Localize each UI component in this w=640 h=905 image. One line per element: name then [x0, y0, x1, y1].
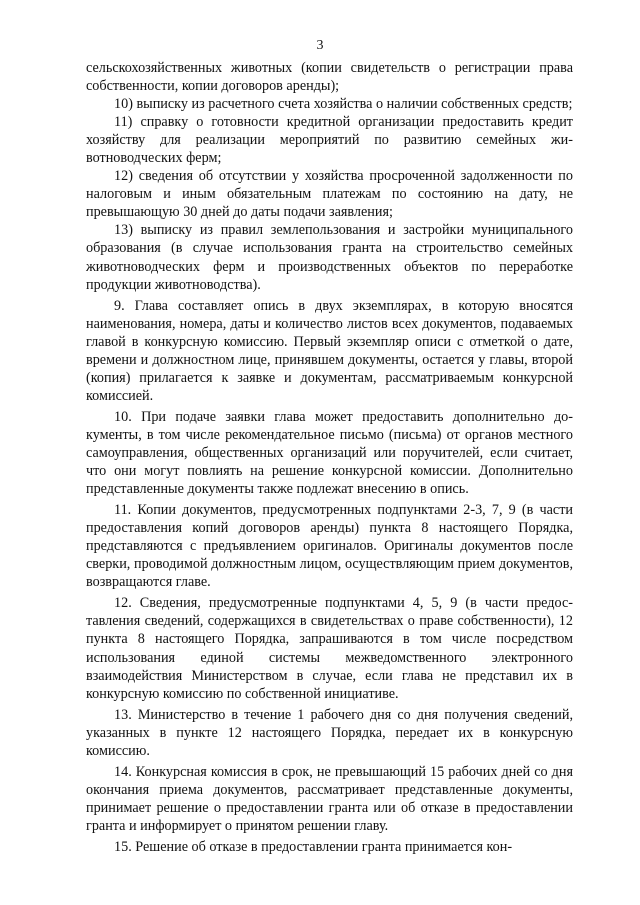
document-body: [86, 59, 573, 856]
clause-11: 11. Копии документов, предусмотренных подпунктами 2-3, 7, 9 (в части предоставления копий договоров аренды) пункта 8 настоящего Порядка, представляются с предъявлением оригиналов. Оригиналы документов после сверки, проводимой должностным лицом, осуществляющим прием документов, возвращаются главе.: [86, 502, 573, 591]
clause-15: 15. Решение об отказе в предоставлении гранта принимается кон-: [114, 838, 513, 855]
list-item-10: 10) выписку из расчетного счета хозяйства о наличии собственных средств;: [114, 96, 573, 113]
clause-10: 10. При подаче заявки глава может предоставить дополнительно документы, в том числе рекомендательное письмо (письма) от органов местного самоуправления, общественных организаций или поручителей, если считает, что они могут повлиять на решение конкурсной комиссии. Дополнительно представленные документы также подлежат внесению в опись.: [86, 408, 573, 498]
list-item-12: 12) сведения об отсутствии у хозяйства просроченной задолженности по налоговым и иным обязательным платежам по состоянию на дату, не превышающую 30 дней до даты подачи заявления;: [86, 168, 573, 221]
list-item-13: 13) выписку из правил землепользования и застройки муниципального образования (в случае использования гранта на строительство семейных животноводческих ферм и производственных объектов по переработке продукции животноводства).: [86, 222, 573, 293]
clause-9: 9. Глава составляет опись в двух экземплярах, в которую вносятся наименования, номера, даты и количество листов всех документов, подаваемых главой в конкурсную комиссию. Первый экземпляр описи с отметкой о дате, времени и должностном лице, принявшем документы, остается у главы, второй (копия) прилагается к заявке и документам, рассматриваемым конкурсной комиссией.: [86, 297, 573, 404]
clause-13: 13. Министерство в течение 1 рабочего дня со дня получения сведений, указанных в пункте 12 настоящего Порядка, передает их в конкурсную комиссию.: [86, 706, 573, 759]
list-item-11: 11) справку о готовности кредитной организации предоставить кредит хозяйству для реализации мероприятий по развитию семейных животноводческих ферм;: [86, 114, 573, 167]
page-number: 3: [316, 38, 324, 53]
clause-12: 12. Сведения, предусмотренные подпунктами 4, 5, 9 (в части предоставления сведений, содержащихся в свидетельствах о праве собственности), 12 пункта 8 настоящего Порядка, запрашиваются в том числе посредством использования единой системы межведомственного электронного взаимодействия Министерством в случае, если глава не представил их в конкурсную комиссию по собственной инициативе.: [86, 595, 573, 702]
clause-14: 14. Конкурсная комиссия в срок, не превышающий 15 рабочих дней со дня окончания приема документов, рассматривает представленные документы, принимает решение о предоставлении гранта или об отказе в предоставлении гранта и информирует о принятом решении главу.: [86, 763, 573, 834]
paragraph-continuation: сельскохозяйственных животных (копии свидетельств о регистрации права собственности, копии договоров аренды);: [86, 60, 573, 95]
